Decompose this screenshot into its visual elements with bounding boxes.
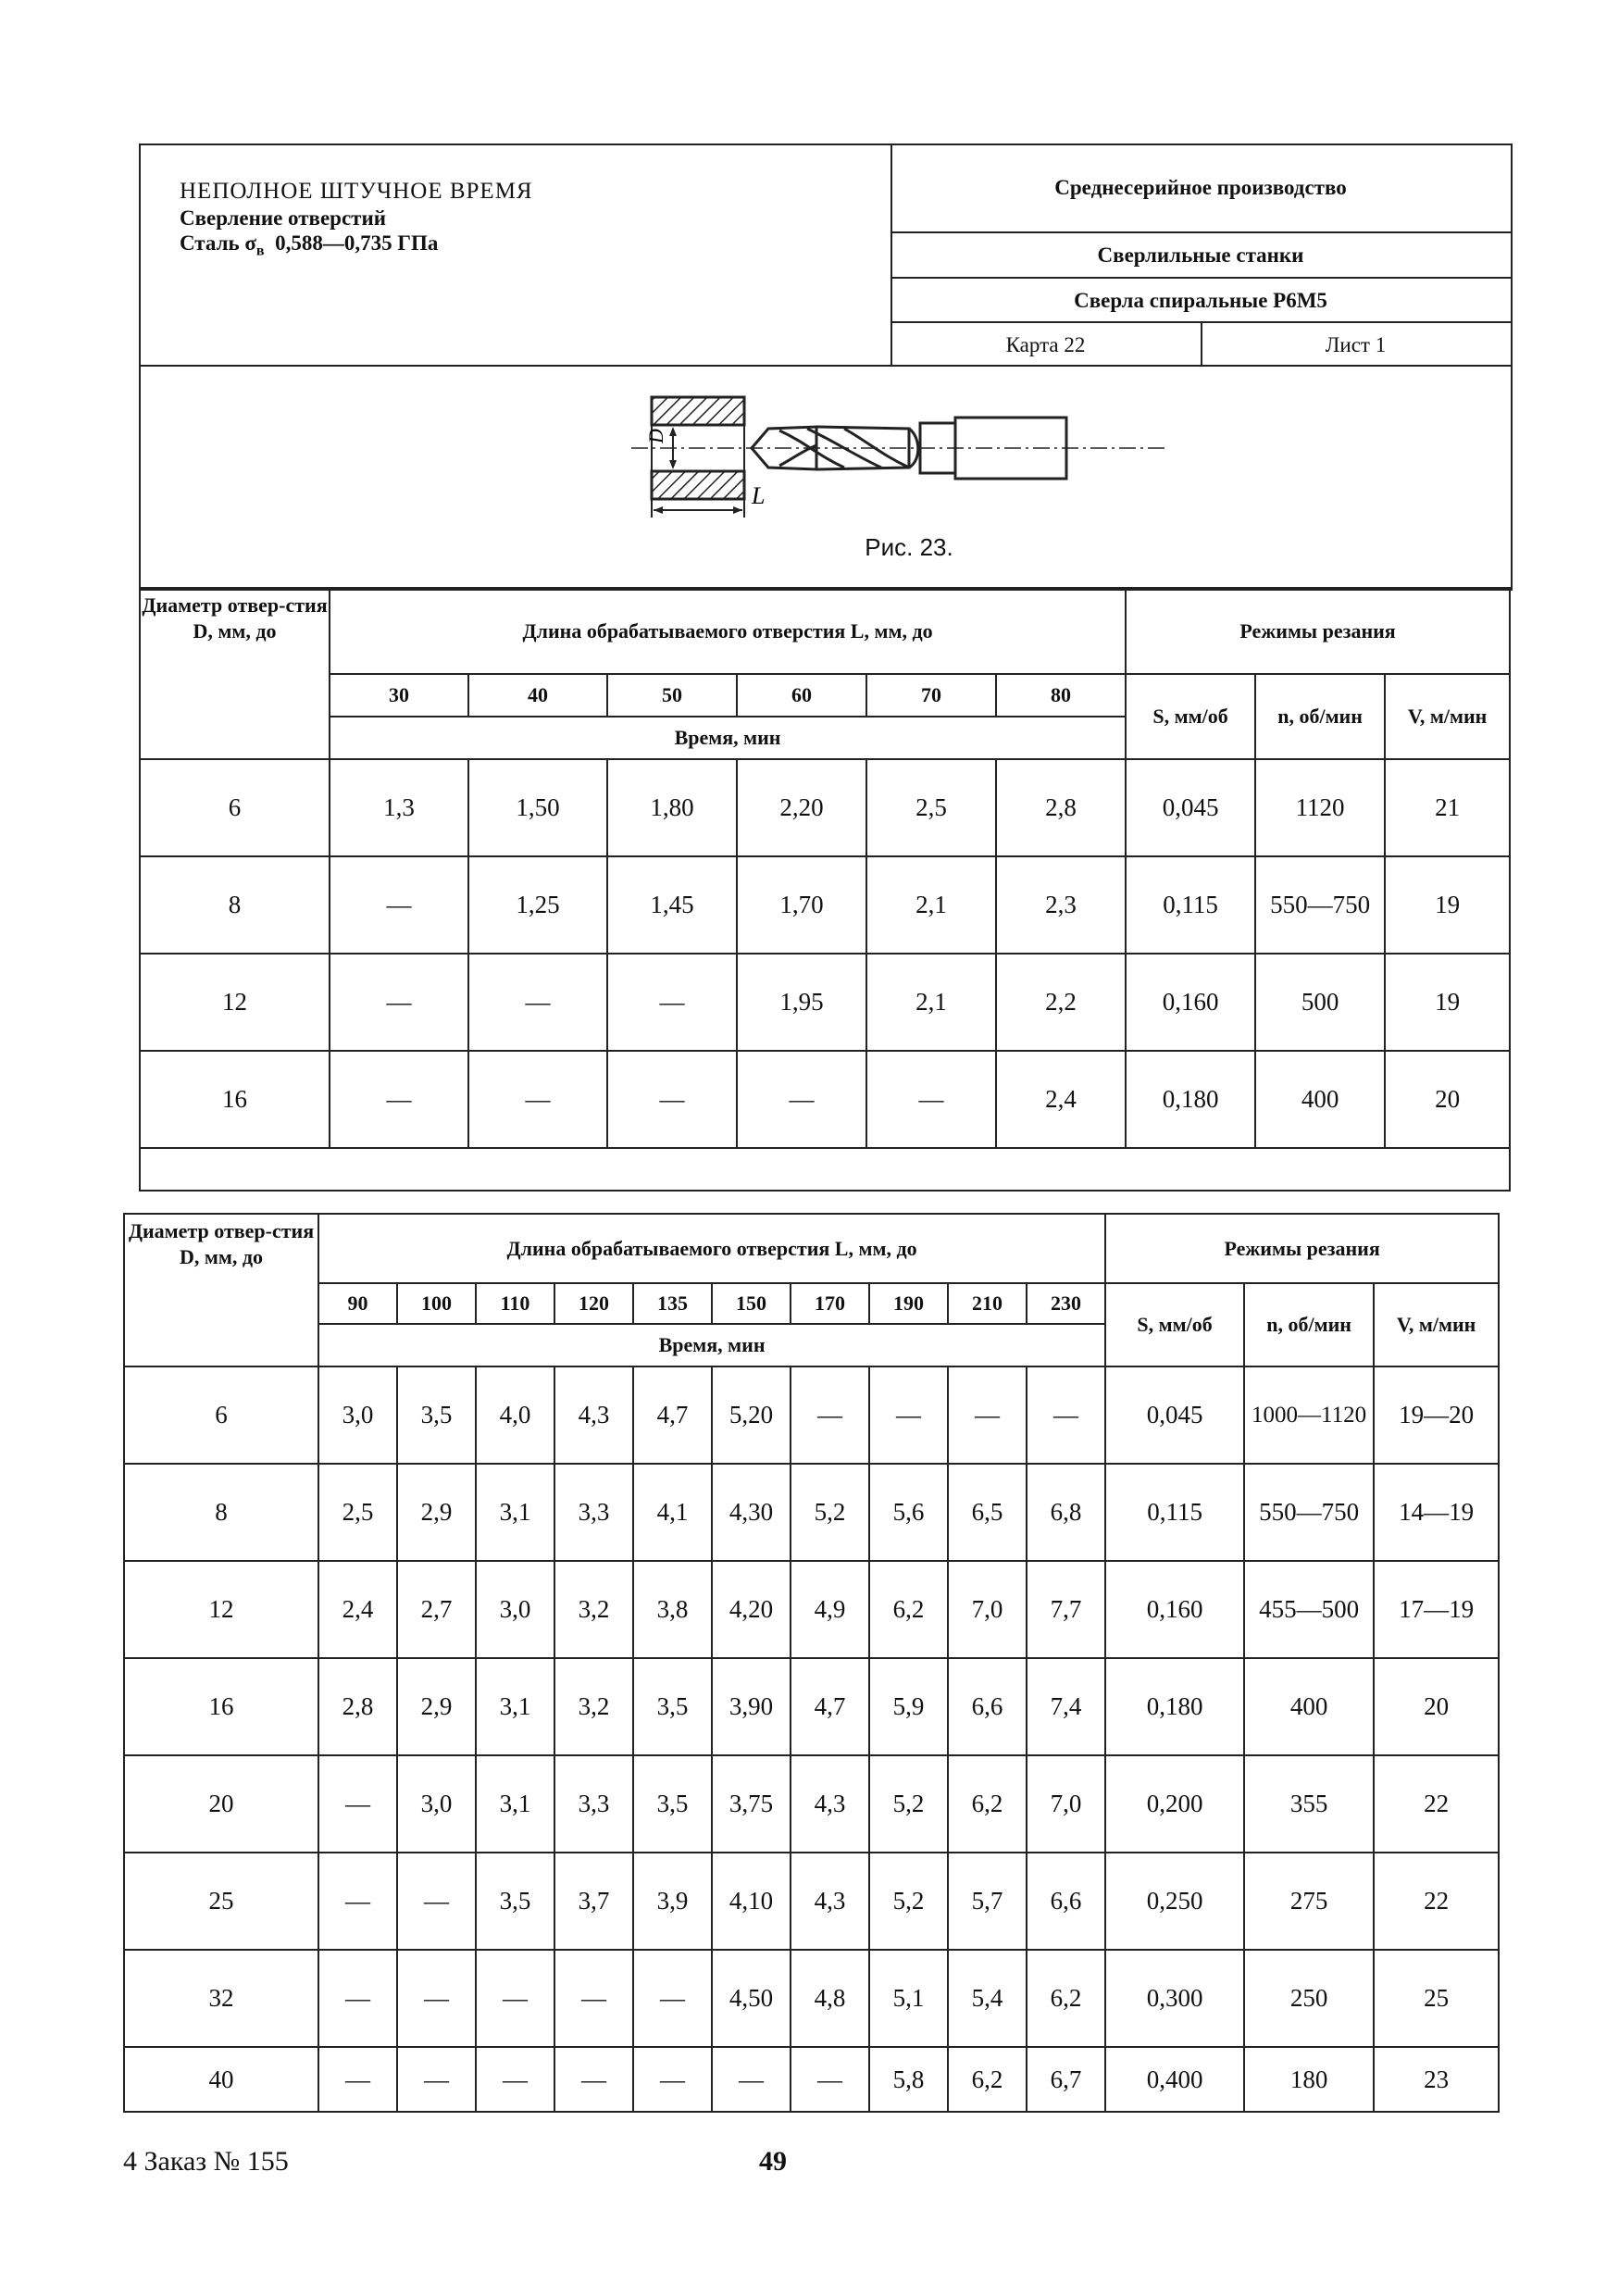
- rpm-col-header: n, об/мин: [1255, 674, 1385, 759]
- table-row: [124, 1658, 1499, 1755]
- time-cell: 3,90: [712, 1658, 791, 1755]
- time-cell: 2,4: [996, 1051, 1126, 1148]
- time-cell: 6,8: [1027, 1464, 1105, 1561]
- time-cell: 7,7: [1027, 1561, 1105, 1658]
- page-number: 49: [759, 2146, 787, 2177]
- diameter-cell: 20: [124, 1755, 318, 1853]
- time-cell: 1,45: [607, 856, 737, 954]
- length-header: Длина обрабатываемого отверстия L, мм, до: [330, 588, 1126, 674]
- time-cell: 3,75: [712, 1755, 791, 1853]
- time-cell: 3,2: [554, 1658, 633, 1755]
- feed-cell: 0,115: [1105, 1464, 1244, 1561]
- time-cell: 1,3: [330, 759, 468, 856]
- feed-cell: 0,160: [1126, 954, 1255, 1051]
- table-row: [124, 1366, 1499, 1464]
- feed-cell: 0,200: [1105, 1755, 1244, 1853]
- rpm-cell: 455—500: [1244, 1561, 1374, 1658]
- order-number: 4 Заказ № 155: [123, 2146, 289, 2177]
- time-cell: —: [712, 2047, 791, 2112]
- time-cell: —: [633, 1950, 712, 2047]
- time-cell: 7,0: [1027, 1755, 1105, 1853]
- time-cell: 1,25: [468, 856, 607, 954]
- time-cell: —: [554, 2047, 633, 2112]
- time-cell: 4,9: [791, 1561, 869, 1658]
- speed-cell: 19: [1385, 954, 1510, 1051]
- modes-header: Режимы резания: [1105, 1214, 1499, 1283]
- time-cell: 6,7: [1027, 2047, 1105, 2112]
- time-cell: 3,1: [476, 1464, 554, 1561]
- feed-cell: 0,115: [1126, 856, 1255, 954]
- time-cell: —: [607, 1051, 737, 1148]
- time-cell: 4,3: [791, 1755, 869, 1853]
- length-col: 90: [318, 1283, 397, 1324]
- speed-cell: 19—20: [1374, 1366, 1499, 1464]
- length-col: 70: [866, 674, 996, 717]
- speed-cell: 20: [1374, 1658, 1499, 1755]
- time-cell: 5,6: [869, 1464, 948, 1561]
- length-col: 60: [737, 674, 866, 717]
- length-col: 230: [1027, 1283, 1105, 1324]
- time-cell: —: [397, 1853, 476, 1950]
- time-cell: —: [791, 1366, 869, 1464]
- length-col: 120: [554, 1283, 633, 1324]
- diameter-cell: 25: [124, 1853, 318, 1950]
- time-cell: 4,7: [633, 1366, 712, 1464]
- time-cell: 4,8: [791, 1950, 869, 2047]
- time-cell: 2,9: [397, 1464, 476, 1561]
- speed-cell: 17—19: [1374, 1561, 1499, 1658]
- speed-cell: 23: [1374, 2047, 1499, 2112]
- length-col: 190: [869, 1283, 948, 1324]
- diameter-cell: 8: [124, 1464, 318, 1561]
- diameter-cell: 40: [124, 2047, 318, 2112]
- page-title: НЕПОЛНОЕ ШТУЧНОЕ ВРЕМЯ: [180, 179, 533, 204]
- diameter-cell: 12: [140, 954, 330, 1051]
- length-col: 135: [633, 1283, 712, 1324]
- rpm-cell: 180: [1244, 2047, 1374, 2112]
- time-cell: 3,8: [633, 1561, 712, 1658]
- time-cell: —: [318, 1853, 397, 1950]
- time-cell: 3,0: [397, 1755, 476, 1853]
- time-cell: 2,5: [866, 759, 996, 856]
- time-cell: 3,3: [554, 1464, 633, 1561]
- table-row: [140, 759, 1510, 856]
- time-cell: 4,30: [712, 1464, 791, 1561]
- time-cell: 5,1: [869, 1950, 948, 2047]
- time-cell: —: [737, 1051, 866, 1148]
- length-col: 100: [397, 1283, 476, 1324]
- rpm-cell: 500: [1255, 954, 1385, 1051]
- speed-cell: 25: [1374, 1950, 1499, 2047]
- drill-diagram: [631, 381, 1168, 533]
- time-cell: —: [866, 1051, 996, 1148]
- time-cell: —: [330, 954, 468, 1051]
- diameter-cell: 32: [124, 1950, 318, 2047]
- time-table-1: [139, 587, 1511, 1192]
- time-cell: —: [318, 1950, 397, 2047]
- rpm-cell: 400: [1244, 1658, 1374, 1755]
- time-cell: 4,50: [712, 1950, 791, 2047]
- speed-cell: 22: [1374, 1755, 1499, 1853]
- machine-type: Сверлильные станки: [1097, 243, 1304, 267]
- diameter-cell: 6: [124, 1366, 318, 1464]
- feed-cell: 0,045: [1126, 759, 1255, 856]
- feed-cell: 0,045: [1105, 1366, 1244, 1464]
- diameter-label: D: [644, 429, 667, 443]
- time-cell: 7,0: [948, 1561, 1027, 1658]
- time-cell: 2,4: [318, 1561, 397, 1658]
- rpm-cell: 250: [1244, 1950, 1374, 2047]
- time-cell: —: [476, 1950, 554, 2047]
- time-cell: 2,7: [397, 1561, 476, 1658]
- material-line: [180, 231, 438, 260]
- time-cell: 6,2: [948, 1755, 1027, 1853]
- time-cell: 5,2: [791, 1464, 869, 1561]
- time-header: Время, мин: [330, 717, 1126, 759]
- time-cell: 4,20: [712, 1561, 791, 1658]
- diameter-cell: 16: [124, 1658, 318, 1755]
- time-cell: —: [318, 2047, 397, 2112]
- speed-cell: 14—19: [1374, 1464, 1499, 1561]
- card-number: Карта 22: [1005, 333, 1086, 356]
- time-cell: 2,8: [318, 1658, 397, 1755]
- time-cell: 2,20: [737, 759, 866, 856]
- speed-cell: 21: [1385, 759, 1510, 856]
- time-cell: 2,8: [996, 759, 1126, 856]
- time-cell: —: [397, 2047, 476, 2112]
- length-col: 110: [476, 1283, 554, 1324]
- time-cell: 6,2: [948, 2047, 1027, 2112]
- feed-cell: 0,250: [1105, 1853, 1244, 1950]
- table-row: [124, 2047, 1499, 2112]
- diameter-cell: 16: [140, 1051, 330, 1148]
- time-cell: 2,9: [397, 1658, 476, 1755]
- time-cell: —: [468, 954, 607, 1051]
- figure-block: [139, 362, 1513, 591]
- feed-cell: 0,180: [1105, 1658, 1244, 1755]
- time-cell: 1,80: [607, 759, 737, 856]
- length-col: 80: [996, 674, 1126, 717]
- rpm-cell: 355: [1244, 1755, 1374, 1853]
- production-type: Среднесерийное производство: [1054, 176, 1347, 199]
- table-row: [124, 1561, 1499, 1658]
- time-cell: 5,20: [712, 1366, 791, 1464]
- time-cell: —: [330, 856, 468, 954]
- time-cell: —: [948, 1366, 1027, 1464]
- table-row: [140, 954, 1510, 1051]
- time-cell: 6,2: [869, 1561, 948, 1658]
- time-cell: —: [476, 2047, 554, 2112]
- time-cell: 5,8: [869, 2047, 948, 2112]
- rpm-cell: 550—750: [1255, 856, 1385, 954]
- diameter-header: Диаметр отвер-стия D, мм, до: [140, 588, 330, 759]
- time-table-2: [123, 1213, 1500, 2113]
- time-header: Время, мин: [318, 1324, 1105, 1366]
- length-col: 30: [330, 674, 468, 717]
- time-cell: 2,2: [996, 954, 1126, 1051]
- table-row: [124, 1853, 1499, 1950]
- time-cell: 2,3: [996, 856, 1126, 954]
- length-label: L: [752, 482, 766, 509]
- rpm-cell: 550—750: [1244, 1464, 1374, 1561]
- figure-caption: Рис. 23.: [865, 533, 953, 561]
- time-cell: —: [791, 2047, 869, 2112]
- speed-col-header: V, м/мин: [1385, 674, 1510, 759]
- feed-cell: 0,400: [1105, 2047, 1244, 2112]
- diameter-cell: 8: [140, 856, 330, 954]
- length-col: 210: [948, 1283, 1027, 1324]
- rpm-cell: 1120: [1255, 759, 1385, 856]
- sheet-number: Лист 1: [1325, 333, 1387, 356]
- time-cell: 7,4: [1027, 1658, 1105, 1755]
- tool-type: Сверла спиральные Р6М5: [1074, 289, 1327, 312]
- operation-subtitle: Сверление отверстий: [180, 206, 386, 230]
- material-prefix: Сталь σ: [180, 231, 256, 255]
- time-cell: 5,7: [948, 1853, 1027, 1950]
- modes-header: Режимы резания: [1126, 588, 1510, 674]
- workpiece-section: [652, 397, 744, 518]
- time-cell: 6,6: [948, 1658, 1027, 1755]
- time-cell: 6,5: [948, 1464, 1027, 1561]
- rpm-cell: 1000—1120: [1244, 1366, 1374, 1464]
- time-cell: 2,5: [318, 1464, 397, 1561]
- length-col: 170: [791, 1283, 869, 1324]
- time-cell: 4,0: [476, 1366, 554, 1464]
- time-cell: 3,5: [397, 1366, 476, 1464]
- speed-cell: 20: [1385, 1051, 1510, 1148]
- time-cell: 5,4: [948, 1950, 1027, 2047]
- time-cell: 6,2: [1027, 1950, 1105, 2047]
- time-cell: 4,10: [712, 1853, 791, 1950]
- diameter-cell: 6: [140, 759, 330, 856]
- time-cell: 1,70: [737, 856, 866, 954]
- time-cell: 3,5: [476, 1853, 554, 1950]
- speed-cell: 19: [1385, 856, 1510, 954]
- feed-cell: 0,180: [1126, 1051, 1255, 1148]
- time-cell: 2,1: [866, 856, 996, 954]
- time-cell: 5,2: [869, 1853, 948, 1950]
- speed-cell: 22: [1374, 1853, 1499, 1950]
- time-cell: 3,7: [554, 1853, 633, 1950]
- time-cell: —: [869, 1366, 948, 1464]
- feed-cell: 0,160: [1105, 1561, 1244, 1658]
- length-col: 50: [607, 674, 737, 717]
- time-cell: 1,95: [737, 954, 866, 1051]
- rpm-cell: 275: [1244, 1853, 1374, 1950]
- table-row: [124, 1755, 1499, 1853]
- table-row: [140, 856, 1510, 954]
- time-cell: —: [607, 954, 737, 1051]
- diameter-cell: 12: [124, 1561, 318, 1658]
- time-cell: 5,9: [869, 1658, 948, 1755]
- time-cell: 1,50: [468, 759, 607, 856]
- time-cell: —: [397, 1950, 476, 2047]
- time-cell: 4,1: [633, 1464, 712, 1561]
- time-cell: —: [554, 1950, 633, 2047]
- time-cell: 3,0: [318, 1366, 397, 1464]
- time-cell: —: [1027, 1366, 1105, 1464]
- table-row: [124, 1950, 1499, 2047]
- time-cell: 3,9: [633, 1853, 712, 1950]
- table-row: [124, 1464, 1499, 1561]
- time-cell: 3,2: [554, 1561, 633, 1658]
- speed-col-header: V, м/мин: [1374, 1283, 1499, 1366]
- time-cell: 3,1: [476, 1755, 554, 1853]
- time-cell: —: [633, 2047, 712, 2112]
- table-row: [140, 1051, 1510, 1148]
- length-header: Длина обрабатываемого отверстия L, мм, до: [318, 1214, 1105, 1283]
- time-cell: 4,3: [554, 1366, 633, 1464]
- time-cell: 3,5: [633, 1658, 712, 1755]
- time-cell: —: [468, 1051, 607, 1148]
- time-cell: 3,1: [476, 1658, 554, 1755]
- feed-col-header: S, мм/об: [1126, 674, 1255, 759]
- material-sub: в: [255, 243, 265, 259]
- rpm-cell: 400: [1255, 1051, 1385, 1148]
- rpm-col-header: n, об/мин: [1244, 1283, 1374, 1366]
- time-cell: —: [318, 1755, 397, 1853]
- table-end-strip: [140, 1148, 1510, 1191]
- feed-col-header: S, мм/об: [1105, 1283, 1244, 1366]
- time-cell: —: [330, 1051, 468, 1148]
- material-range: 0,588—0,735 ГПа: [275, 231, 439, 255]
- time-cell: 5,2: [869, 1755, 948, 1853]
- time-cell: 3,3: [554, 1755, 633, 1853]
- time-cell: 3,0: [476, 1561, 554, 1658]
- length-col: 150: [712, 1283, 791, 1324]
- time-cell: 3,5: [633, 1755, 712, 1853]
- time-cell: 4,3: [791, 1853, 869, 1950]
- feed-cell: 0,300: [1105, 1950, 1244, 2047]
- header-block: [139, 144, 1513, 367]
- time-cell: 4,7: [791, 1658, 869, 1755]
- time-cell: 2,1: [866, 954, 996, 1051]
- time-cell: 6,6: [1027, 1853, 1105, 1950]
- length-col: 40: [468, 674, 607, 717]
- diameter-header: Диаметр отвер-стия D, мм, до: [124, 1214, 318, 1366]
